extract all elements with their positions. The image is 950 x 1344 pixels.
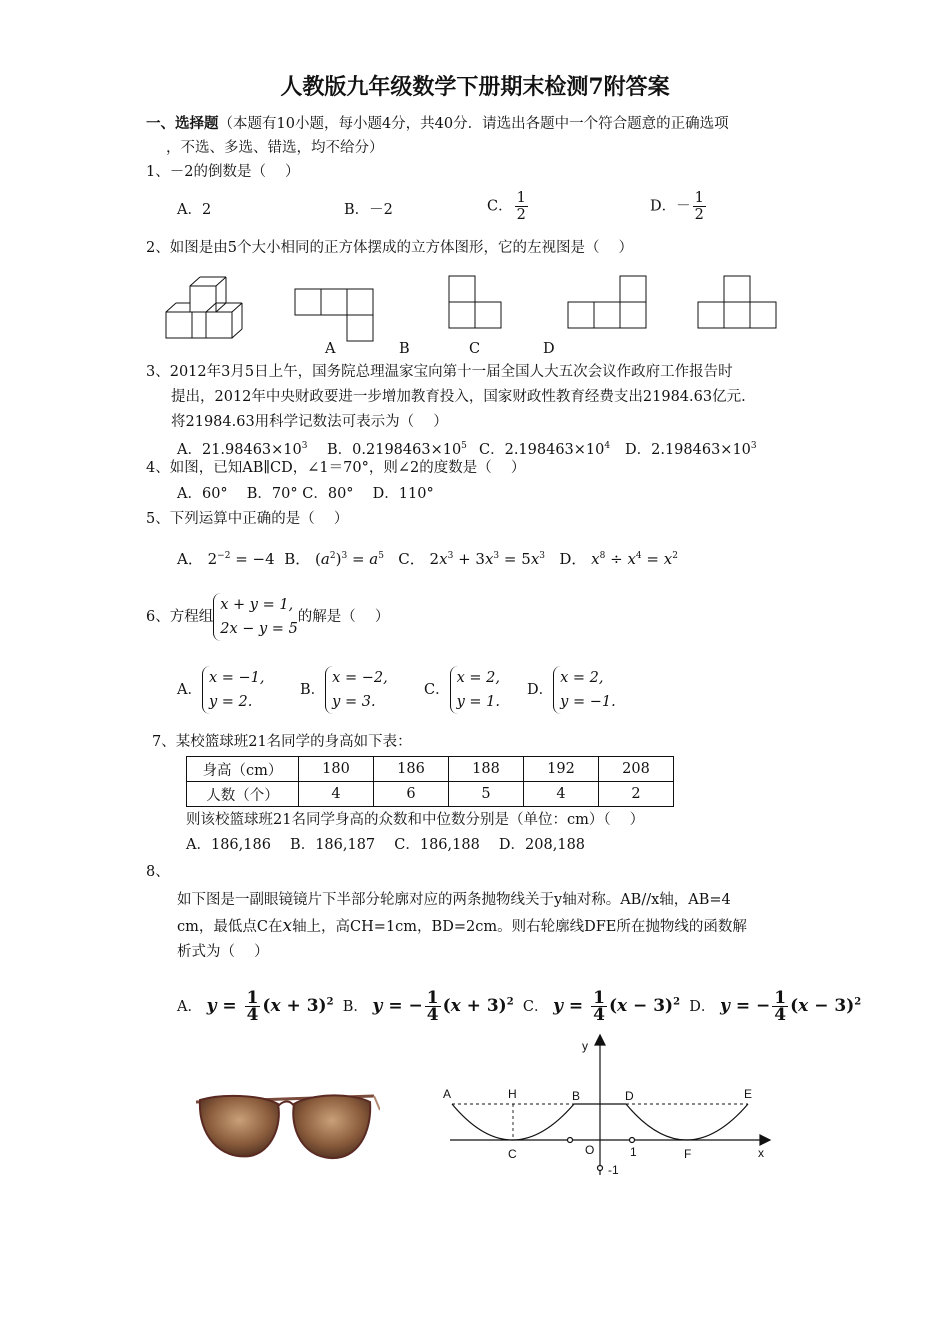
q7-question: 则该校篮球班21名同学身高的众数和中位数分别是（单位：cm）（ ）: [186, 812, 645, 828]
q6-stem-post: 的解是（ ）: [297, 609, 390, 625]
table-cell: 188: [449, 757, 524, 782]
height-table: [186, 756, 674, 807]
q8-d-expr: y = − $\frac{1}{4}$ $(x - 3)^2$: [720, 988, 862, 1025]
q6-c-line-2: y = 1.: [456, 694, 501, 710]
q8-b-expr: y = − $\frac{1}{4}$ $(x + 3)^2$: [372, 988, 514, 1025]
graph-label-neg1: -1: [608, 1163, 619, 1177]
q2-label-c: C: [469, 341, 481, 357]
q3-a-text: A．21.98463×10: [177, 441, 302, 458]
q6-c-line-1: x = 2,: [456, 670, 500, 686]
q6-b-line-2: y = 3.: [332, 694, 376, 710]
q3-c-exponent: 4: [604, 441, 611, 451]
q3-c-text: C．2.198463×10: [479, 441, 605, 458]
right-parabola: [626, 1104, 748, 1140]
q3-option-d: [625, 436, 757, 460]
q2-label-a: A: [325, 341, 336, 357]
q6-stem: [146, 593, 389, 641]
graph-label-f: F: [684, 1147, 692, 1161]
table-cell: 208: [599, 757, 674, 782]
point-y-neg1-marker: [598, 1166, 603, 1171]
q7-options: A．186,186 B．186,187 C．186,188 D．208,188: [186, 837, 586, 853]
point-1-marker: [630, 1138, 635, 1143]
q6-d-label: D．: [527, 682, 554, 698]
q8-options: [177, 985, 861, 1029]
q2-option-c-view: [567, 275, 649, 331]
q8-line-2: [177, 916, 747, 937]
q6-stem-pre: 6、方程组: [146, 609, 214, 625]
x-axis-arrow-icon: [760, 1135, 770, 1145]
q6-option-d: [527, 666, 616, 714]
table-cell: 4: [299, 782, 374, 807]
table-cell: 人数（个）: [187, 782, 299, 807]
q1-option-d: [650, 190, 708, 223]
table-row: [187, 757, 674, 782]
table-cell: 6: [374, 782, 449, 807]
q6-c-label: C．: [424, 682, 450, 698]
q8-line-2b: 轴上，高CH=1cm，BD=2cm。则右轮廓线DFE所在抛物线的函数解: [292, 919, 747, 935]
q3-a-exponent: 3: [301, 441, 308, 451]
q6-a-line-2: y = 2.: [208, 694, 253, 710]
q4-stem: 4、如图，已知AB∥CD，∠1＝70°，则∠2的度数是（ ）: [146, 460, 526, 476]
q6-a-line-1: x = −1,: [208, 670, 265, 686]
table-cell: 身高（cm）: [187, 757, 299, 782]
q6-c-system: [450, 666, 500, 714]
q7-stem: 7、某校篮球班21名同学的身高如下表：: [152, 734, 412, 750]
graph-label-a: A: [443, 1087, 452, 1101]
point-neg1-marker: [568, 1138, 573, 1143]
q6-a-system: [202, 666, 265, 714]
q5-b-label: B．: [284, 550, 311, 568]
graph-label-b: B: [572, 1089, 581, 1103]
q4-options: A．60° B．70° C．80° D．110°: [177, 486, 434, 502]
q6-b-label: B．: [300, 682, 326, 698]
q8-b-label: B．: [342, 999, 368, 1015]
q5-options: [177, 546, 678, 569]
q3-option-c: [479, 436, 610, 460]
parabola-graph: [430, 1030, 790, 1180]
q6-option-a: [177, 666, 265, 714]
q5-c-label: C．: [398, 550, 425, 568]
section-desc: （本题有10小题，每小题4分，共40分．请选出各题中一个符合题意的正确选项: [218, 116, 729, 132]
q5-b-expr: $(a^2)^3 = a^5$: [315, 550, 384, 568]
graph-label-h: H: [508, 1087, 517, 1101]
q8-c-expr: y = $\frac{1}{4}$ $(x - 3)^2$: [553, 988, 681, 1025]
table-cell: 2: [599, 782, 674, 807]
q8-line-2a: cm，最低点C在: [177, 919, 283, 935]
graph-label-c: C: [508, 1147, 517, 1161]
q5-a-expr: $2^{-2} = -4$: [207, 550, 275, 568]
q3-d-exponent: 3: [750, 441, 757, 451]
fraction-denominator: 2: [516, 207, 526, 223]
q1-c-fraction: [515, 190, 528, 223]
q8-line-3: 析式为（ ）: [177, 944, 269, 960]
q6-b-system: [325, 666, 388, 714]
q5-c-expr: $2x^3 + 3x^3 = 5x^3$: [429, 550, 546, 568]
q6-eq-1: x + y = 1,: [220, 597, 294, 613]
q8-c-label: C．: [522, 999, 549, 1015]
q6-eq-2: 2x − y = 5: [220, 621, 298, 637]
q3-line-1: 3、2012年3月5日上午，国务院总理温家宝向第十一届全国人大五次会议作政府工作报告时: [146, 364, 733, 380]
q8-line-1: 如下图是一副眼镜镜片下半部分轮廓对应的两条抛物线关于y轴对称。AB//x轴，AB=4: [177, 892, 731, 908]
q3-option-a: [177, 436, 308, 460]
graph-label-y: y: [582, 1039, 588, 1053]
fraction-denominator: 2: [694, 207, 704, 223]
q8-d-label: D．: [689, 999, 716, 1015]
graph-label-d: D: [625, 1089, 634, 1103]
q2-stem: 2、如图是由5个大小相同的正方体摆成的立方体图形，它的左视图是（ ）: [146, 240, 634, 256]
q2-option-d-view: [697, 275, 779, 331]
q6-d-system: [553, 666, 616, 714]
graph-label-o: O: [585, 1143, 595, 1157]
q5-d-expr: $x^8 \div x^4 = x^2$: [591, 550, 678, 568]
q1-c-label: C．: [487, 198, 513, 215]
q3-line-2: 提出，2012年中央财政要进一步增加教育投入，国家财政性教育经费支出21984.63亿元.: [171, 389, 746, 405]
table-cell: 192: [524, 757, 599, 782]
q3-b-exponent: 5: [461, 441, 467, 451]
section-heading: [146, 114, 729, 134]
q2-label-b: B: [399, 341, 410, 357]
sunglasses-image: [190, 1080, 380, 1172]
table-cell: 5: [449, 782, 524, 807]
graph-label-x: x: [758, 1146, 764, 1160]
q6-d-line-2: y = −1.: [560, 694, 616, 710]
q3-d-text: D．2.198463×10: [625, 441, 751, 458]
q5-d-label: D．: [559, 550, 587, 568]
table-cell: 4: [524, 782, 599, 807]
graph-label-e: E: [744, 1087, 753, 1101]
q1-option-a: A．2: [177, 202, 212, 218]
q2-option-a-view: [294, 288, 376, 344]
q6-option-c: [424, 666, 500, 714]
q8-a-label: A．: [177, 999, 202, 1015]
q2-label-d: D: [543, 341, 555, 357]
q3-b-text: B．0.2198463×10: [327, 441, 462, 458]
fraction-numerator: 1: [694, 190, 704, 206]
q1-stem: 1、－2的倒数是（ ）: [146, 164, 300, 180]
q6-equation-system: [213, 593, 298, 641]
table-row: [187, 782, 674, 807]
q6-option-b: [300, 666, 388, 714]
q6-d-line-1: x = 2,: [560, 670, 604, 686]
q3-option-b: [327, 436, 467, 460]
graph-label-1: 1: [630, 1145, 637, 1159]
page-title: 人教版九年级数学下册期末检测7附答案: [280, 74, 670, 100]
q5-a-label: A．: [177, 550, 203, 568]
q2-cube-figure: [160, 272, 260, 344]
q6-a-label: A．: [177, 682, 202, 698]
q8-number: 8、: [146, 864, 170, 880]
q1-option-c: [487, 190, 530, 223]
fraction-numerator: 1: [516, 190, 526, 206]
q5-stem: 5、下列运算中正确的是（ ）: [146, 511, 349, 527]
table-cell: 186: [374, 757, 449, 782]
q1-option-b: B．－2: [344, 202, 393, 218]
section-desc-2: ，不选、多选、错选，均不给分）: [166, 140, 384, 156]
q6-b-line-1: x = −2,: [332, 670, 388, 686]
section-label: 一、选择题: [146, 115, 219, 132]
table-cell: 180: [299, 757, 374, 782]
q1-d-label: D．－: [650, 198, 691, 215]
q8-x-var: x: [282, 916, 293, 936]
q1-d-fraction: [693, 190, 706, 223]
q2-option-b-view: [448, 275, 504, 331]
q3-line-3: 将21984.63用科学记数法可表示为（ ）: [171, 414, 448, 430]
y-axis-arrow-icon: [595, 1035, 605, 1045]
q8-a-expr: y = $\frac{1}{4}$ $(x + 3)^2$: [206, 988, 334, 1025]
